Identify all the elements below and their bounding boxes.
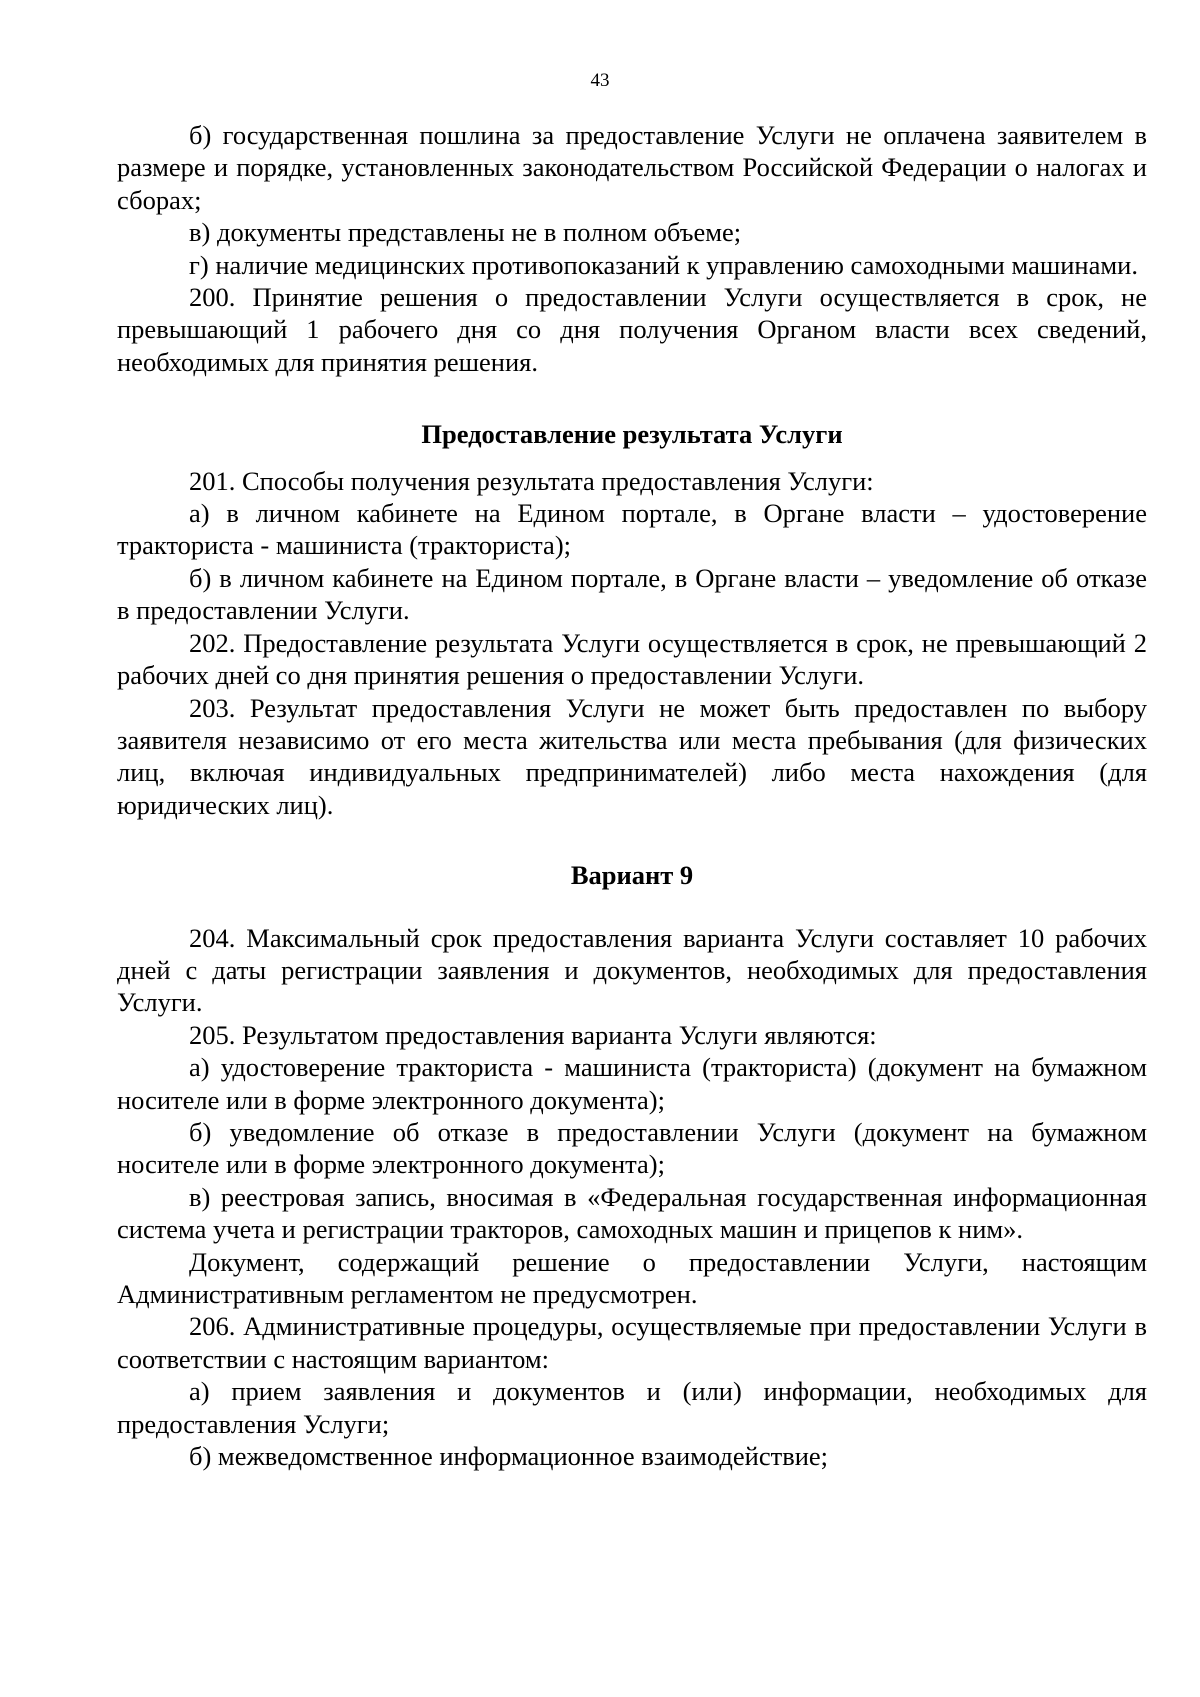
paragraph: Документ, содержащий решение о предоставлении Услуги, настоящим Административным регламентом не предусмотрен. — [117, 1246, 1147, 1309]
paragraph: 206. Административные процедуры, осуществляемые при предоставлении Услуги в соответствии с настоящим вариантом: — [117, 1311, 1147, 1374]
page-number: 43 — [590, 70, 610, 91]
paragraph: б) государственная пошлина за предоставление Услуги не оплачена заявителем в размере и порядке, установленных законодательством Российской Федерации о налогах и сборах; — [117, 120, 1147, 215]
paragraph: 201. Способы получения результата предоставления Услуги: — [189, 465, 874, 496]
section-heading: Вариант 9 — [570, 860, 694, 891]
paragraph: б) межведомственное информационное взаимодействие; — [189, 1441, 829, 1472]
paragraph: 202. Предоставление результата Услуги осуществляется в срок, не превышающий 2 рабочих дней со дня принятия решения о предоставлении Услуги. — [117, 627, 1147, 691]
paragraph: 205. Результатом предоставления варианта Услуги являются: — [189, 1019, 877, 1050]
paragraph: 204. Максимальный срок предоставления варианта Услуги составляет 10 рабочих дней с даты регистрации заявления и документов, необходимых для предоставления Услуги. — [117, 922, 1147, 1018]
section-heading: Предоставление результата Услуги — [421, 419, 843, 450]
page-content — [117, 119, 1147, 1472]
paragraph: г) наличие медицинских противопоказаний к управлению самоходными машинами. — [189, 249, 1138, 280]
paragraph: а) удостоверение тракториста - машиниста (тракториста) (документ на бумажном носителе или в форме электронного документа); — [117, 1052, 1147, 1115]
paragraph: а) прием заявления и документов и (или) информации, необходимых для предоставления Услуги; — [117, 1376, 1147, 1439]
paragraph: 200. Принятие решения о предоставлении Услуги осуществляется в срок, не превышающий 1 рабочего дня со дня получения Органом власти всех сведений, необходимых для принятия решения. — [117, 282, 1147, 377]
paragraph: 203. Результат предоставления Услуги не может быть предоставлен по выбору заявителя независимо от его места жительства или места пребывания (для физических лиц, включая индивидуальных предпринимателей) либо места нахождения (для юридических лиц). — [117, 692, 1147, 820]
paragraph: а) в личном кабинете на Едином портале, в Органе власти – удостоверение тракториста - машиниста (тракториста); — [117, 498, 1147, 561]
paragraph: в) документы представлены не в полном объеме; — [189, 217, 742, 248]
paragraph: б) в личном кабинете на Едином портале, в Органе власти – уведомление об отказе в предоставлении Услуги. — [117, 562, 1147, 626]
paragraph: б) уведомление об отказе в предоставлении Услуги (документ на бумажном носителе или в форме электронного документа); — [117, 1116, 1147, 1180]
paragraph: в) реестровая запись, вносимая в «Федеральная государственная информационная система учета и регистрации тракторов, самоходных машин и прицепов к ним». — [117, 1181, 1147, 1245]
